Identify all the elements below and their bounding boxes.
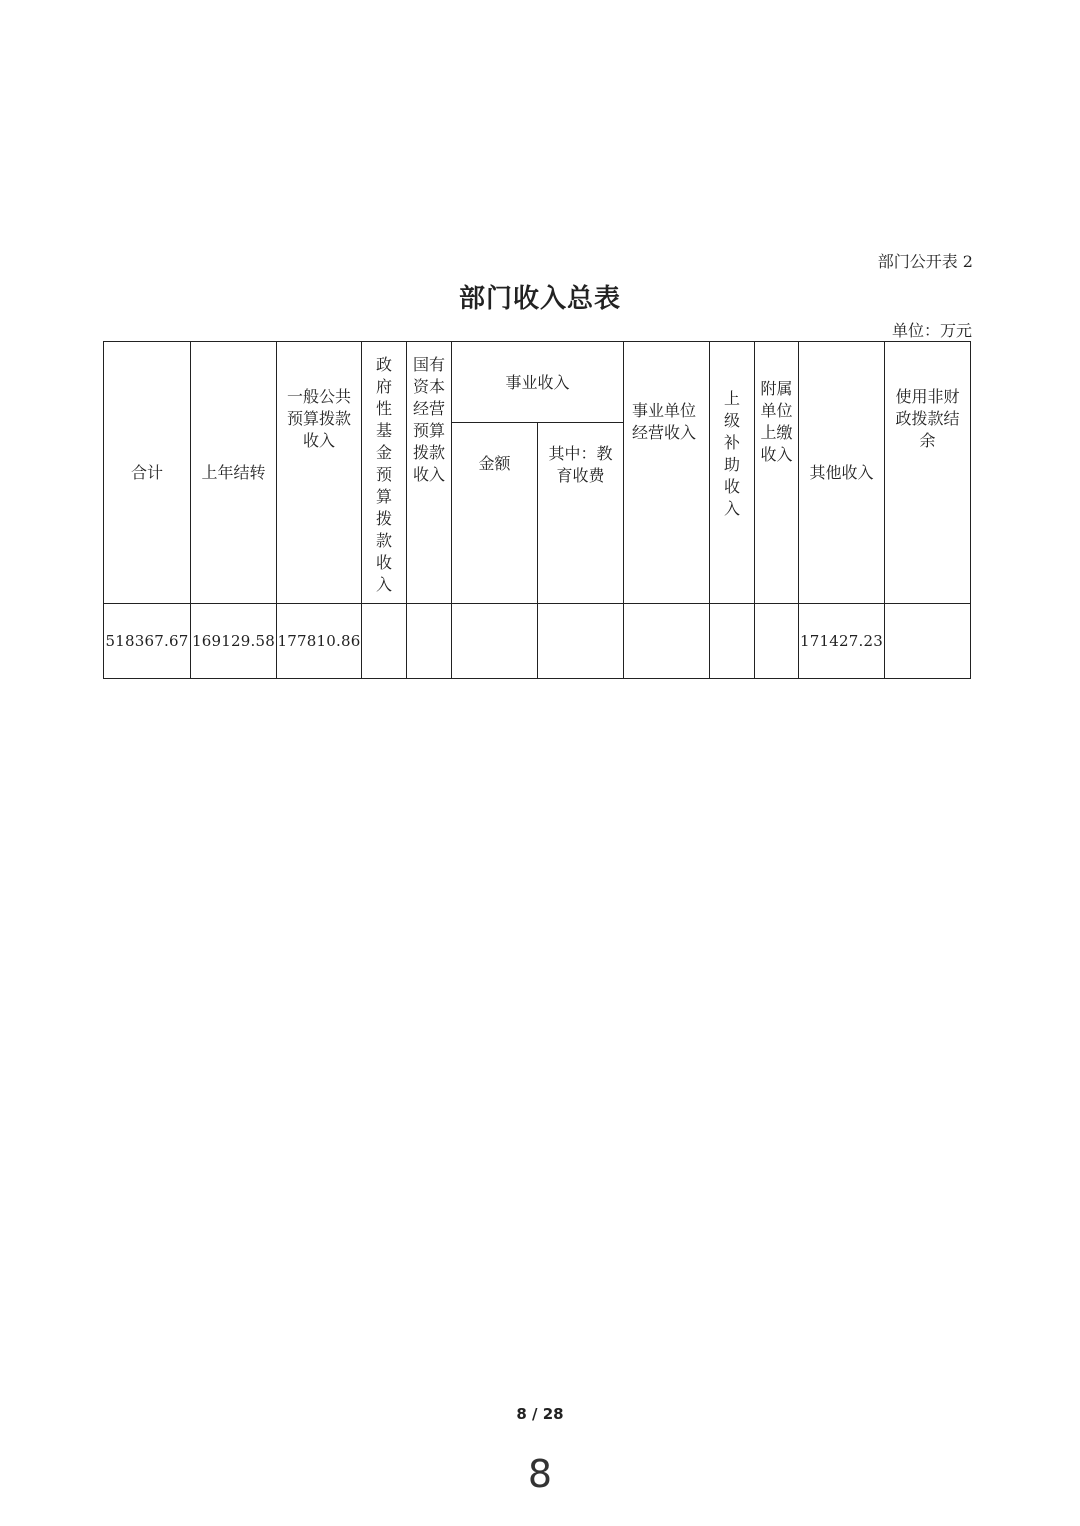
table-row	[104, 604, 971, 679]
unit-label: 单位：万元	[891, 321, 972, 340]
document-title: 部门收入总表	[458, 284, 621, 314]
cell-business-edu	[538, 604, 624, 679]
header-business-amount: 金额	[452, 423, 538, 604]
cell-carryover: 169129.58	[191, 604, 277, 679]
page-indicator: 8 / 28	[516, 1405, 564, 1423]
header-state-capital-text: 国有资本经营预算拨款收入	[412, 355, 445, 484]
header-affiliate	[755, 342, 799, 604]
header-affiliate-text: 附属单位上缴收入	[760, 379, 793, 464]
header-other: 其他收入	[799, 342, 885, 604]
header-general-budget: 一般公共预算拨款收入	[277, 342, 362, 604]
header-business-income: 事业收入	[452, 342, 624, 423]
cell-non-fiscal	[885, 604, 971, 679]
cell-gov-fund	[362, 604, 407, 679]
header-total: 合计	[104, 342, 191, 604]
header-gov-fund-text: 政府性基金预算拨款收入	[375, 355, 392, 594]
cell-general-budget: 177810.86	[277, 604, 362, 679]
cell-upper-subsidy	[710, 604, 755, 679]
income-summary-table	[103, 341, 971, 679]
header-gov-fund	[362, 342, 407, 604]
cell-state-capital	[407, 604, 452, 679]
page-number: 8	[527, 1452, 553, 1496]
table-code: 部门公开表 2	[877, 252, 973, 271]
header-state-capital	[407, 342, 452, 604]
cell-other: 171427.23	[799, 604, 885, 679]
cell-business-operation	[624, 604, 710, 679]
header-upper-subsidy	[710, 342, 755, 604]
header-upper-subsidy-text: 上级补助收入	[724, 389, 741, 518]
header-carryover: 上年结转	[191, 342, 277, 604]
header-row-1	[104, 342, 971, 423]
header-business-edu: 其中：教 育收费	[538, 423, 624, 604]
header-business-operation: 事业单位 经营收入	[624, 342, 710, 604]
cell-total: 518367.67	[104, 604, 191, 679]
cell-business-amount	[452, 604, 538, 679]
cell-affiliate	[755, 604, 799, 679]
header-non-fiscal: 使用非财政拨款结余	[885, 342, 971, 604]
